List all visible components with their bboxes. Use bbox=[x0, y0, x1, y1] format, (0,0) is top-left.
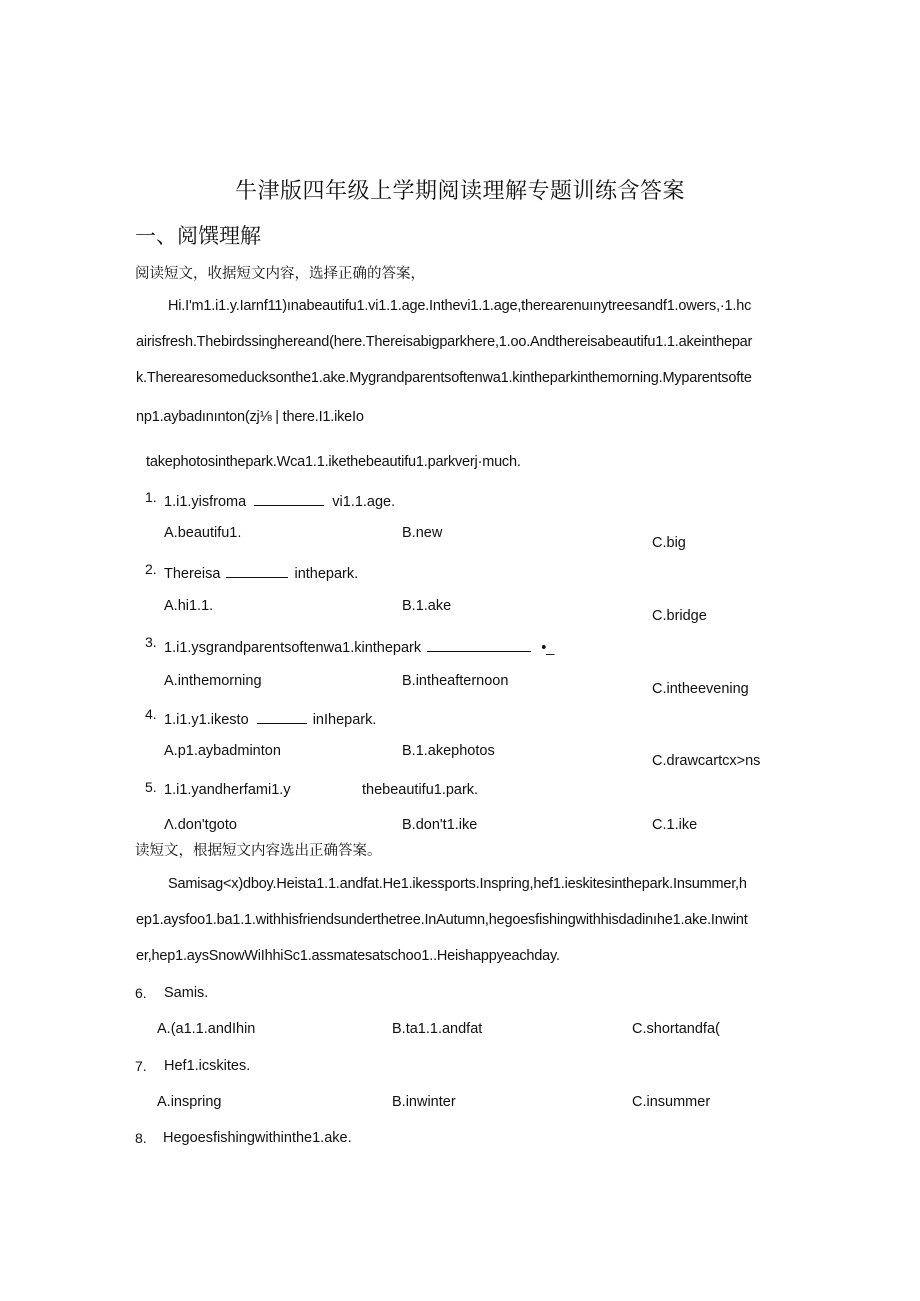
question-stem-end: thebeautifu1.park. bbox=[362, 782, 479, 798]
option-c: C.1.ike bbox=[652, 817, 698, 833]
option-a: A.beautifu1. bbox=[164, 525, 242, 541]
passage1-line: airisfresh.Thebirdssinghereand(here.Thereisabigparkhere,1.oo.Andthereisabeautifu1.1.akeinthepar bbox=[136, 334, 753, 350]
option-b: B.inwinter bbox=[392, 1094, 456, 1110]
question-number: 7. bbox=[135, 1058, 147, 1074]
question-number: 8. bbox=[135, 1130, 147, 1146]
option-a: Λ.don'tgoto bbox=[164, 817, 237, 833]
passage2-line: er,hep1.aysSnowWiIhhiSc1.assmatesatschoo1..Heishappyeachday. bbox=[136, 948, 560, 964]
question-text: Samis. bbox=[164, 985, 209, 1001]
question-stem-end: inthepark. bbox=[294, 566, 359, 582]
option-c: C.drawcartcx>ns bbox=[652, 753, 761, 769]
answer-blank bbox=[257, 709, 307, 724]
question-text: Hef1.icskites. bbox=[164, 1058, 251, 1074]
answer-blank bbox=[226, 563, 288, 578]
passage2-line: ep1.aysfoo1.ba1.1.withhisfriendsunderthetree.InAutumn,hegoesfishingwithhisdadinıhe1.ake.Inwint bbox=[136, 912, 748, 928]
question-stem: 1.i1.y1.ikesto bbox=[164, 712, 249, 728]
passage1-line: Hi.I'm1.i1.y.Iarnf11)ınabeautifu1.vi1.1.age.Inthevi1.1.age,therearenuınytreesandf1.owers,·1.hc bbox=[168, 298, 752, 314]
question-stem: Thereisa bbox=[164, 566, 221, 582]
passage2-instruction: 读短文，根据短文内容选出正确答案。 bbox=[135, 843, 382, 859]
question-text: Hegoesfishingwithinthe1.ake. bbox=[163, 1130, 352, 1146]
question-text bbox=[164, 491, 395, 510]
answer-blank bbox=[254, 491, 324, 506]
question-stem: 1.i1.yisfroma bbox=[164, 494, 247, 510]
question-number: 5. bbox=[145, 779, 157, 795]
passage1-line: takephotosinthepark.Wca1.1.ikethebeautifu1.parkverj·much. bbox=[146, 454, 521, 470]
option-b: B.don't1.ike bbox=[402, 817, 478, 833]
option-b: B.intheafternoon bbox=[402, 673, 509, 689]
passage1-instruction: 阅读短文，收据短文内容，选择正确的答案， bbox=[135, 266, 425, 282]
option-b: B.new bbox=[402, 525, 443, 541]
option-b: B.1.akephotos bbox=[402, 743, 495, 759]
option-a: A.hi1.1. bbox=[164, 598, 214, 614]
option-c: C.big bbox=[652, 535, 686, 551]
answer-blank bbox=[427, 637, 531, 652]
question-stem-end: vi1.1.age. bbox=[332, 494, 396, 510]
passage1-line: np1.aybadınınton(zj⅛ | there.I1.ikeIo bbox=[136, 409, 364, 425]
option-c: C.insummer bbox=[632, 1094, 711, 1110]
passage1-line: k.Therearesomeducksonthe1.ake.Mygrandparentsoftenwa1.kintheparkinthemorning.Myparentsofte bbox=[136, 370, 752, 386]
question-stem: 1.i1.yandherfami1.y bbox=[164, 782, 291, 798]
option-a: A.p1.aybadminton bbox=[164, 743, 281, 759]
question-stem: 1.i1.ysgrandparentsoftenwa1.kinthepark bbox=[164, 640, 422, 656]
option-c: C.intheevening bbox=[652, 681, 749, 697]
option-b: B.ta1.1.andfat bbox=[392, 1021, 483, 1037]
option-b: B.1.ake bbox=[402, 598, 452, 614]
question-stem-end: •_ bbox=[541, 640, 555, 656]
question-number: 3. bbox=[145, 634, 157, 650]
question-number: 4. bbox=[145, 706, 157, 722]
page-title: 牛津版四年级上学期阅读理解专题训练含答案 bbox=[234, 178, 685, 203]
question-number: 6. bbox=[135, 985, 147, 1001]
question-text bbox=[164, 637, 554, 656]
option-a: A.inthemorning bbox=[164, 673, 262, 689]
section-heading: 一、阅馔理解 bbox=[135, 225, 261, 248]
question-text bbox=[164, 709, 376, 728]
option-a: A.(a1.1.andIhin bbox=[157, 1021, 256, 1037]
option-c: C.shortandfa( bbox=[632, 1021, 720, 1037]
question-number: 2. bbox=[145, 561, 157, 577]
question-text bbox=[164, 563, 358, 582]
question-stem-end: inIhepark. bbox=[312, 712, 377, 728]
option-c: C.bridge bbox=[652, 608, 707, 624]
passage2-line: Samisag<x)dboy.Heista1.1.andfat.He1.ikessports.Inspring,hef1.ieskitesinthepark.Insummer,h bbox=[168, 876, 747, 892]
question-number: 1. bbox=[145, 489, 157, 505]
option-a: A.inspring bbox=[157, 1094, 222, 1110]
